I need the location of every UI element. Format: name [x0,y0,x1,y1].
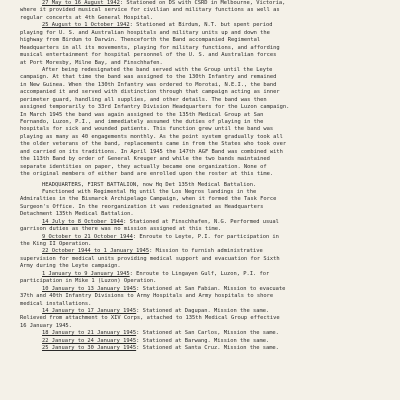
text-line [20,141,392,148]
line-text: Army during the Leyte campaign. [20,263,121,270]
date-range: 10 January to 13 January 1945 [42,285,137,292]
text-line [20,112,392,119]
text-line [20,315,392,322]
line-text: the older veterans of the band, replacements came in from the States who took over [20,141,287,148]
text-line [20,182,392,189]
line-text: : Stationed at Barwang. Mission the same. [136,337,270,344]
line-text: Relieved from attachment to XIV Corps, attached to 135th Medical Group effective [20,315,280,322]
text-line [20,248,392,255]
text-line [20,126,392,133]
line-text: in New Guinea. When the 130th Infantry was ordered to Morotai, N.E.I., the band [20,81,277,88]
text-line [20,234,392,241]
text-line [20,45,392,52]
line-text: and carried on its traditions. In April 1945 the 147th AGF Band was combined with [20,148,283,155]
text-line [20,338,392,345]
line-text: regular concerts at 4th General Hospital. [20,14,154,21]
line-text: Fernando, Luzon, P.I., and immediately assumed the duties of playing in the [20,119,264,125]
line-text: : Mission to furnish administrative [149,248,263,255]
text-line [20,97,392,104]
text-line [20,67,392,74]
line-text: hospitals for sick and wounded patients. This function grew until the band was [20,126,274,133]
text-line [20,204,392,211]
text-line [20,330,392,337]
text-line [20,0,392,7]
line-text: HEADQUARTERS, FIRST BATTALION, now Hq Det 135th Medical Battalion. [42,181,257,188]
line-text: : Stationed at Dagupan. Mission the same. [136,307,270,314]
line-text: : Enroute to Lingayen Gulf, Luzon, P.I. for [129,270,270,277]
line-text: : Stationed at San Fabian. Mission to evacuate [136,285,286,292]
line-text: In March 1945 the band was again assigned to the 135th Medical Group at San [20,111,264,118]
line-text: assigned temporarily to 33rd Infantry Division Headquarters for the Luzon campaign. [20,104,290,111]
line-text: : Stationed on DS with CSRD in Melbourne, Victoria, [119,0,286,6]
text-line [20,301,392,308]
text-line [20,241,392,248]
document-body [20,0,392,353]
line-text: : Stationed at Birdum, N.T. but spent period [129,22,273,29]
line-text: accompanied it and served with distinction through that campaign acting as inner [20,89,280,96]
line-text: Functioned with Regimental Hq until the Los Negros landings in the [42,188,257,195]
line-text: garrison duties as there was no mission assigned at this time. [20,226,222,233]
text-line [20,37,392,44]
line-text: campaign. At that time the band was assigned to the 130th Infantry and remained [20,74,277,81]
text-line [20,134,392,141]
line-text: After being redesignated the band served with the Group until the Leyte [42,66,273,73]
text-line [20,256,392,263]
line-text: Admiralties in the Bismarck Archipelago Campaign, when it formed the Task Force [20,196,277,203]
text-line [20,189,392,196]
date-range: 9 October to 21 October 1944 [42,233,133,240]
text-line [20,345,392,352]
date-range: 18 January to 21 January 1945 [42,330,137,337]
text-line [20,30,392,37]
line-text: where it provided musical service for civilian and military functions as well as [20,7,280,14]
text-line [20,278,392,285]
text-line [20,104,392,111]
line-text: medical installations. [20,300,92,307]
line-text: highway from Birdum to Darwin. Thenceforth the Band accompanied Regimental [20,37,261,44]
text-line [20,60,392,67]
text-line [20,156,392,163]
text-line [20,171,392,178]
text-line [20,89,392,96]
text-line [20,52,392,59]
line-text: the original members of either band are enrolled upon the roster at this time. [20,171,274,178]
line-text: Detachment 135th Medical Battalion. [20,211,134,218]
line-text: playing for U. S. and Australian hospitals and military units up and down the [20,29,270,36]
line-text: the King II Operation. [20,241,92,247]
text-line [20,286,392,293]
text-line [20,271,392,278]
line-text: : Stationed at Finschhafen, N.G. Performed usual [123,218,279,225]
text-line [20,15,392,22]
line-text: separate identities on paper, they actually became one organization. None of [20,163,267,170]
text-line [20,323,392,330]
text-line [20,22,392,29]
line-text: : Enroute to Leyte, P.I. for participation in [132,233,279,240]
line-text: the 113th Band by order of General Kreuger and while the two bands maintained [20,156,270,163]
text-line [20,74,392,81]
date-range: 27 May to 16 August 1942 [42,0,120,6]
line-text: : Stationed at Santa Cruz. Mission the same. [136,345,279,352]
date-range: 1 January to 9 January 1945 [42,270,130,277]
line-text: at Port Moresby, Milne Bay, and Finschhafen. [20,59,163,66]
text-line [20,7,392,14]
text-line [20,308,392,315]
date-range: 14 July to 8 October 1944 [42,218,124,225]
line-text: : Stationed at San Carlos, Mission the same. [136,330,279,337]
text-line [20,219,392,226]
line-text: perimeter guard, handling all supplies, and other details. The band was then [20,96,267,103]
text-line [20,263,392,270]
line-text: playing as many as 40 engagements monthly. As the point system gradually took all [20,133,283,140]
date-range: 25 August to 1 October 1942 [42,22,130,29]
date-range: 25 January to 30 January 1945 [42,345,137,352]
line-text: participation in Mike 1 (Luzon) Operation. [20,278,157,285]
line-text: Headquarters in all its movements, playing for military functions, and affording [20,44,280,51]
date-range: 22 January to 24 January 1945 [42,337,137,344]
line-text: Surgeon's Office. In the reorganization it was redesignated as Headquarters [20,203,264,210]
line-text: supervision for medical units providing medical support and evacuation for Sixth [20,255,280,262]
text-line [20,211,392,218]
text-line [20,119,392,126]
date-range: 22 October 1944 to 1 January 1945 [42,248,150,255]
text-line [20,164,392,171]
date-range: 14 January to 17 January 1945 [42,307,137,314]
text-line [20,149,392,156]
line-text: 37th and 40th Infantry Divisions to Army Hospitals and Army hospitals to shore [20,293,274,300]
text-line [20,82,392,89]
text-line [20,196,392,203]
text-line [20,226,392,233]
line-text: musical entertainment for hospital personnel of the U. S. and Australian forces [20,52,277,59]
text-line [20,293,392,300]
line-text: 16 January 1945. [20,322,72,329]
